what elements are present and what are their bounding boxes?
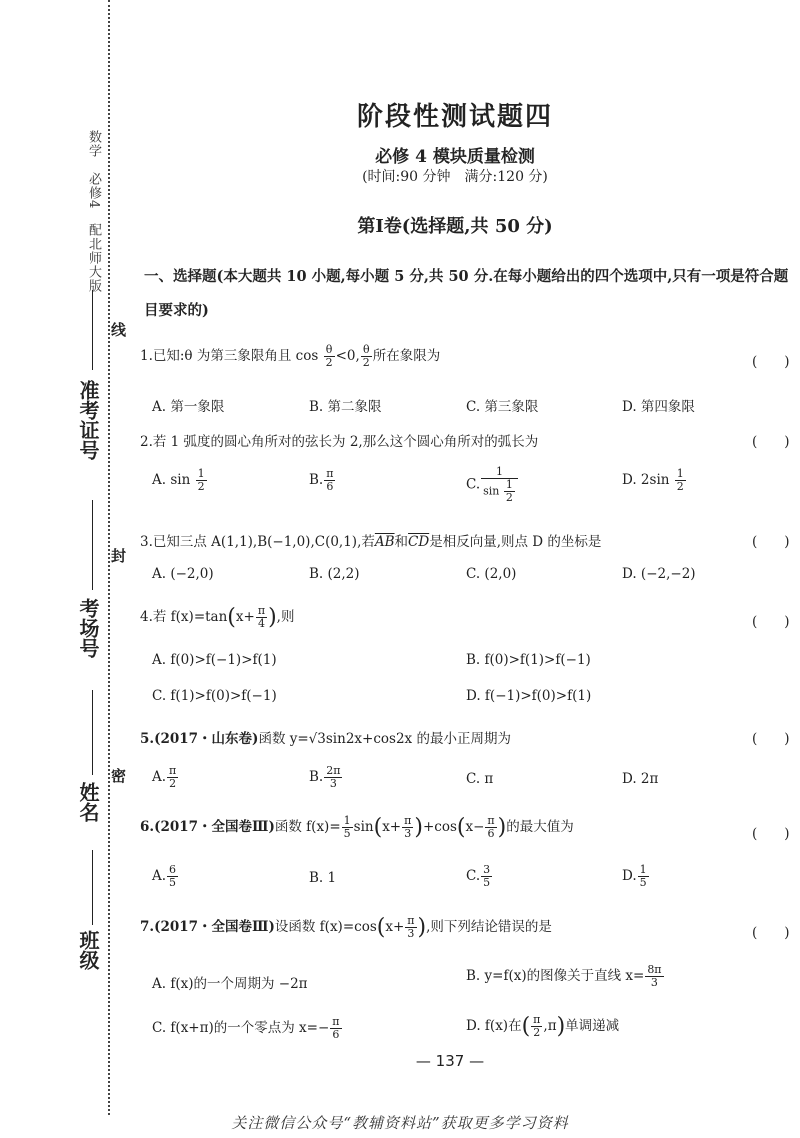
fraction: $\frac{\pi}{6}$ (332, 1015, 340, 1041)
page-subtitle: 必修 4 模块质量检测 (375, 147, 535, 167)
page-title: 阶段性测试题四 (356, 102, 553, 132)
fraction: $\frac{3}{5}$ (483, 863, 491, 889)
option-b: B. 第二象限 (309, 399, 382, 415)
option-c: C. 第三象限 (466, 399, 539, 415)
exam-room-underline (92, 500, 93, 590)
option-b: B. $\frac{\pi}{6}$ (309, 467, 334, 493)
vector-ab: $\overline{AB}$ (374, 534, 395, 550)
exam-id-label: 准考证号 (76, 380, 100, 460)
option-a: A. (−2,0) (152, 566, 214, 582)
option-d: D. 2sin $\frac{1}{2}$ (622, 467, 684, 493)
option-d: D. $\frac{1}{5}$ (622, 863, 647, 889)
seal-secret-char: 密 (109, 768, 127, 783)
option-c: C. 1 sin $\frac{1}{2}$ (466, 466, 519, 504)
option-b: B. y=f(x)的图像关于直线 x= $\frac{8\pi}{3}$ (466, 963, 662, 989)
option-b: B. f(0)>f(1)>f(−1) (466, 652, 591, 668)
question-7: 7.(2017・全国卷Ⅲ)设函数 f(x)=cos(x+ $\frac{\pi}{3}$ ),则下列结论错误的是 (140, 914, 552, 940)
question-5: 5.(2017・山东卷)函数 y=√3sin2x+cos2x 的最小正周期为 (140, 731, 511, 747)
fraction: $\frac{\pi}{2}$ (533, 1013, 541, 1039)
option-b: B. (2,2) (309, 566, 360, 582)
option-d: D. 第四象限 (622, 399, 695, 415)
time-info: (时间:90 分钟 满分:120 分) (362, 169, 548, 185)
fraction: $\frac{\pi}{3}$ (407, 914, 415, 940)
fraction: $\frac{\pi}{3}$ (404, 814, 412, 840)
answer-blank: ( ) (752, 354, 790, 370)
question-4: 4.若 f(x)=tan(x+ $\frac{\pi}{4}$ ),则 (140, 604, 295, 630)
fraction: $\frac{1}{5}$ (639, 863, 647, 889)
answer-blank: ( ) (752, 434, 790, 450)
fraction: $\frac{8\pi}{3}$ (647, 963, 662, 989)
fraction: $\frac{1}{5}$ (343, 814, 351, 840)
section-heading: 一、选择题(本大题共 10 小题,每小题 5 分,共 50 分.在每小题给出的四个选项中,只有一项是符合题目要求的) (144, 268, 789, 319)
fraction: $\frac{\pi}{6}$ (487, 814, 495, 840)
answer-blank: ( ) (752, 534, 790, 550)
option-d: D. (−2,−2) (622, 566, 696, 582)
page-number: — 137 — (415, 1052, 485, 1070)
fraction: $\frac{\theta}{2}$ (362, 343, 370, 369)
fraction: 1 sin $\frac{1}{2}$ (481, 466, 518, 504)
option-b: B. 1 (309, 870, 337, 886)
seal-seal-char: 封 (109, 548, 127, 563)
question-2: 2.若 1 弧度的圆心角所对的弦长为 2,那么这个圆心角所对的弧长为 (140, 434, 539, 450)
option-a: A. f(x)的一个周期为 −2π (152, 976, 308, 992)
name-label: 姓名 (76, 782, 100, 822)
fraction: $\frac{1}{2}$ (676, 467, 684, 493)
option-c: C. f(1)>f(0)>f(−1) (152, 688, 277, 704)
answer-blank: ( ) (752, 614, 790, 630)
option-c: C. π (466, 771, 494, 787)
option-d: D. f(x)在( $\frac{\pi}{2}$ ,π)单调递减 (466, 1013, 620, 1039)
name-underline (92, 690, 93, 775)
fraction: $\frac{\pi}{2}$ (169, 764, 177, 790)
exam-id-underline (92, 290, 93, 370)
question-6: 6.(2017・全国卷Ⅲ)函数 f(x)= $\frac{1}{5}$ sin(x+ $\frac{\pi}{3}$ )+cos(x− $\frac{\pi}{6}$ )的最大值为 (140, 814, 574, 840)
option-a: A. $\frac{6}{5}$ (152, 863, 177, 889)
volume-title: 第Ⅰ卷(选择题,共 50 分) (357, 216, 553, 237)
class-label: 班级 (76, 930, 100, 970)
option-c: C. f(x+π)的一个零点为 x=− $\frac{\pi}{6}$ (152, 1015, 340, 1041)
vector-cd: $\overline{CD}$ (408, 534, 430, 550)
answer-blank: ( ) (752, 731, 790, 747)
seal-line-char: 线 (109, 322, 127, 337)
fraction: $\frac{2\pi}{3}$ (326, 764, 341, 790)
fraction: $\frac{\pi}{6}$ (326, 467, 334, 493)
option-a: A. $\frac{\pi}{2}$ (152, 764, 177, 790)
class-underline (92, 850, 93, 925)
edition-label: 数学 必修4 配北师大版 (86, 130, 101, 294)
footer-note: 关注微信公众号“教辅资料站”获取更多学习资料 (231, 1114, 569, 1132)
answer-blank: ( ) (752, 826, 790, 842)
fraction: $\frac{1}{2}$ (197, 467, 205, 493)
question-1: 1.已知:θ 为第三象限角且 cos $\frac{\theta}{2}$ <0, $\frac{\theta}{2}$ 所在象限为 (140, 343, 441, 369)
answer-blank: ( ) (752, 925, 790, 941)
option-d: D. f(−1)>f(0)>f(1) (466, 688, 592, 704)
fraction: $\frac{6}{5}$ (169, 863, 177, 889)
exam-room-label: 考场号 (76, 598, 100, 658)
option-a: A. 第一象限 (152, 399, 225, 415)
fraction: $\frac{\theta}{2}$ (325, 343, 333, 369)
question-3: 3.已知三点 A(1,1),B(−1,0),C(0,1),若$\overline{AB}$和$\overline{CD}$是相反向量,则点 D 的坐标是 (140, 534, 602, 550)
option-c: C. $\frac{3}{5}$ (466, 863, 491, 889)
option-b: B. $\frac{2\pi}{3}$ (309, 764, 341, 790)
fraction: $\frac{\pi}{4}$ (257, 604, 266, 630)
option-a: A. f(0)>f(−1)>f(1) (152, 652, 277, 668)
option-a: A. sin $\frac{1}{2}$ (152, 467, 205, 493)
option-d: D. 2π (622, 771, 659, 787)
option-c: C. (2,0) (466, 566, 517, 582)
